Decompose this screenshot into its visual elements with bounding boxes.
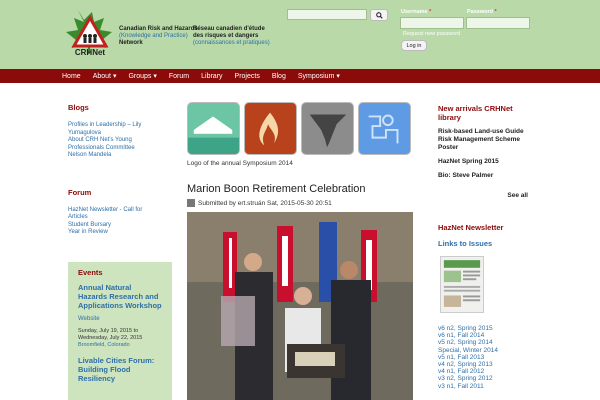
search-icon [376, 12, 383, 19]
newsletter-title: HazNet Newsletter [438, 223, 504, 232]
forum-link[interactable]: Student Bursary [68, 221, 112, 228]
event-location: Broomfield, Colorado [78, 342, 130, 348]
nav-projects[interactable]: Projects [234, 72, 260, 80]
issue-link[interactable]: v5 n2, Spring 2014 [438, 339, 493, 347]
username-label: Username * [401, 9, 432, 15]
event-title[interactable]: Annual Natural Hazards Research and Applications Workshop [78, 283, 162, 310]
nav-forum[interactable]: Forum [168, 72, 190, 80]
events-block [68, 262, 172, 400]
blog-link[interactable]: Yumagulova [68, 129, 102, 136]
forum-link[interactable]: Year in Review [68, 229, 108, 235]
nav-about[interactable]: About ▾ [92, 73, 117, 80]
right-sidebar [438, 104, 528, 390]
svg-text:CRHNet: CRHNet [74, 48, 106, 56]
links-to-issues-title[interactable]: Links to Issues [438, 239, 493, 248]
issue-link[interactable]: v3 n1, Fall 2011 [438, 382, 484, 390]
nav-blog[interactable]: Blog [271, 72, 286, 80]
see-all-link[interactable]: See all [507, 192, 528, 199]
nav-home[interactable]: Home [62, 72, 81, 80]
username-field[interactable] [400, 17, 464, 29]
event-date: Sunday, July 19, 2015 to [78, 328, 139, 334]
blog-link[interactable]: Profiles in Leadership – Lily [68, 122, 142, 128]
site-header [0, 0, 600, 69]
request-password-link[interactable]: Request new password [403, 31, 461, 37]
arrival-item[interactable]: Bio: Steve Palmer [438, 172, 494, 179]
main-content [187, 102, 413, 207]
issues-list [438, 325, 528, 390]
blogs-title: Blogs [68, 103, 89, 112]
password-label: Password * [467, 9, 497, 15]
issue-link[interactable]: v6 n1, Fall 2014 [438, 332, 485, 340]
new-arrivals-title: New arrivals CRHNet library [438, 104, 513, 122]
password-field[interactable] [466, 17, 530, 29]
org-name-french: Réseau canadien d'étude des risques et dangers (connaissances et pratiques) [193, 26, 270, 46]
search-button[interactable] [370, 9, 388, 21]
issue-link[interactable]: v4 n2, Spring 2013 [438, 361, 493, 369]
forum-title: Forum [68, 187, 92, 197]
post-title[interactable]: Marion Boon Retirement Celebration [187, 183, 366, 195]
nav-symposium[interactable]: Symposium ▾ [297, 73, 340, 80]
map-tile-icon [358, 102, 411, 155]
fire-tile-icon [244, 102, 297, 155]
chevron-down-icon: ▾ [153, 73, 157, 80]
issue-link[interactable]: v5 n1, Fall 2013 [438, 353, 485, 361]
forum-link[interactable]: Articles [68, 214, 88, 220]
arrival-item[interactable]: HazNet Spring 2015 [438, 158, 499, 165]
blog-link[interactable]: Nelson Mandela [68, 152, 112, 158]
arrival-item[interactable]: Risk-based Land-use Guide Risk Management Scheme Poster [438, 128, 524, 151]
issue-link[interactable]: Special, Winter 2014 [438, 346, 498, 354]
event-title[interactable]: Livable Cities Forum: Building Flood Resiliency [78, 356, 155, 383]
blog-link[interactable]: About CRH Net's Young [68, 137, 132, 143]
left-sidebar [68, 92, 172, 237]
flood-tile-icon [187, 102, 240, 155]
blog-link[interactable]: Professionals Committee [68, 144, 135, 151]
event-date: Wednesday, July 22, 2015 [78, 335, 143, 341]
forum-link[interactable]: HazNet Newsletter - Call for [68, 206, 143, 213]
events-title: Events [78, 268, 103, 277]
newsletter-cover-thumbnail[interactable] [440, 256, 484, 313]
issue-link[interactable]: v3 n2, Spring 2012 [438, 375, 493, 383]
symposium-caption: Logo of the annual Symposium 2014 [187, 160, 293, 167]
search-input[interactable] [287, 9, 367, 20]
login-button[interactable]: Log in [401, 40, 427, 51]
chevron-down-icon: ▾ [112, 73, 117, 80]
org-name-english: Canadian Risk and Hazards (Knowledge and Practice) Network [119, 26, 198, 46]
chevron-down-icon: ▾ [336, 73, 340, 80]
nav-library[interactable]: Library [201, 72, 223, 80]
main-nav [0, 69, 600, 83]
post-photo-image [187, 212, 413, 400]
symposium-logo [187, 102, 413, 155]
post-meta: Submitted by ert.struán Sat, 2015-05-30 20:51 [187, 199, 413, 207]
issue-link[interactable]: v4 n1, Fall 2012 [438, 368, 485, 376]
event-website-link[interactable]: Website [78, 316, 100, 322]
nav-groups[interactable]: Groups ▾ [128, 73, 157, 80]
issue-link[interactable]: v6 n2, Spring 2015 [438, 325, 493, 332]
post-photo [187, 212, 413, 400]
crhnet-logo-icon[interactable] [64, 8, 116, 56]
tornado-tile-icon [301, 102, 354, 155]
avatar [187, 199, 195, 207]
